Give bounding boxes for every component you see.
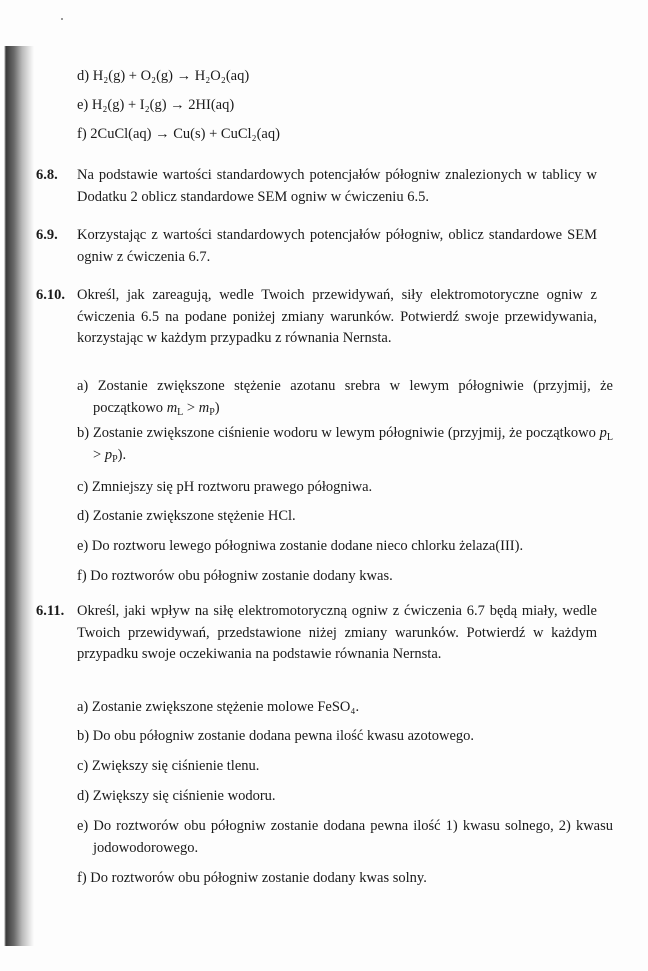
math-sub: P [209,406,215,418]
exercise-6-10-item-c [77,477,613,499]
scan-binding-shadow [0,46,34,946]
item-text-end: ) [214,399,220,416]
equation-text: H₂(g) + I₂(g) → 2HI(aq) [91,97,235,113]
equation-f [77,124,280,146]
item-label: d) [77,68,90,84]
exercise-6-11-item-c [77,756,613,778]
item-text: Zmniejszy się pH roztworu prawego półogniwa. [91,479,373,495]
item-label: a) [77,378,89,394]
exercise-6-10-item-e [77,536,613,558]
item-label: f) [77,126,87,142]
math-sub: L [177,406,184,418]
exercise-6-11-text: Określ, jaki wpływ na siłę elektromotoryczną ogniw z ćwiczenia 6.7 będą miały, wedle Twoich przewidywań, przedstawione niżej zmiany warunków. Potwierdź w każdym przypadku swoje oczekiwania na podstawie równania Nernsta. [77,603,597,662]
item-text: Zwiększy się ciśnienie wodoru. [92,788,276,804]
equation-text: 2CuCl(aq) → Cu(s) + CuCl₂(aq) [90,126,280,142]
math-var: p [599,425,607,441]
item-label: f) [77,568,87,584]
math-var: m [198,399,210,416]
exercise-number: 6.11. [36,603,65,619]
item-label: e) [77,97,89,113]
equation-text: H₂(g) + O₂(g) → H₂O₂(aq) [92,68,250,84]
item-text: Zostanie zwiększone stężenie molowe FeSO₄. [91,699,360,715]
exercise-6-10-item-b [77,423,613,466]
math-sub: P [112,453,118,465]
exercise-number: 6.9. [36,227,58,243]
item-label: b) [77,728,90,744]
math-var: m [166,399,178,416]
item-text: Do roztworów obu półogniw zostanie dodany kwas solny. [90,870,427,886]
item-label: c) [77,479,89,495]
item-text: Do roztworów obu półogniw zostanie dodana pewna ilość 1) kwasu solnego, 2) kwasu jodowodorowego. [93,818,614,856]
exercise-6-11-item-a [77,697,613,719]
exercise-number: 6.8. [36,167,58,183]
math-op: > [93,446,105,463]
exercise-6-11-item-b [77,726,613,748]
exercise-6-10-item-f [77,566,613,588]
equation-e [77,95,234,117]
item-label: e) [77,538,89,554]
item-label: b) [77,425,90,441]
math-sub: L [606,432,614,443]
item-text: Zostanie zwiększone ciśnienie wodoru w lewym półogniwie (przyjmij, że początkowo [92,425,600,441]
exercise-6-8-text: Na podstawie wartości standardowych potencjałów półogniw znalezionych w tablicy w Dodatku 2 oblicz standardowe SEM ogniw w ćwiczeniu 6.5. [77,167,597,205]
exercise-6-10-item-a [77,376,613,419]
scan-speck [61,18,63,20]
item-label: f) [77,870,87,886]
exercise-6-11-item-d [77,786,613,808]
exercise-6-9-text: Korzystając z wartości standardowych potencjałów półogniw, oblicz standardowe SEM ogniw z ćwiczenia 6.7. [77,227,597,265]
exercise-6-10-item-d [77,506,613,528]
item-label: a) [77,699,89,715]
exercise-6-10-text: Określ, jak zareagują, wedle Twoich przewidywań, siły elektromotoryczne ogniw z ćwiczenia 6.5 na podane poniżej zmiany warunków. Potwierdź swoje przewidywania, korzystając w każdym przypadku z równania Nernsta. [77,287,597,346]
item-text-end: ). [117,446,127,463]
item-label: d) [77,508,90,524]
equation-d [77,66,249,88]
item-label: d) [77,788,90,804]
exercise-6-11-item-f [77,868,613,890]
item-text: Zostanie zwiększone stężenie azotanu srebra w lewym półogniwie (przyjmij, że początkowo [93,378,613,416]
exercise-number: 6.10. [36,287,65,303]
item-label: c) [77,758,89,774]
item-text: Do obu półogniw zostanie dodana pewna ilość kwasu azotowego. [92,728,475,744]
exercise-6-11-item-e [77,816,613,859]
item-text: Do roztworu lewego półogniwa zostanie dodane nieco chlorku żelaza(III). [91,538,524,554]
item-text: Do roztworów obu półogniw zostanie dodany kwas. [90,568,393,584]
item-label: e) [77,818,89,834]
math-var: p [104,446,113,463]
item-text: Zwiększy się ciśnienie tlenu. [91,758,260,774]
math-op: > [183,399,199,416]
item-text: Zostanie zwiększone stężenie HCl. [92,508,296,524]
